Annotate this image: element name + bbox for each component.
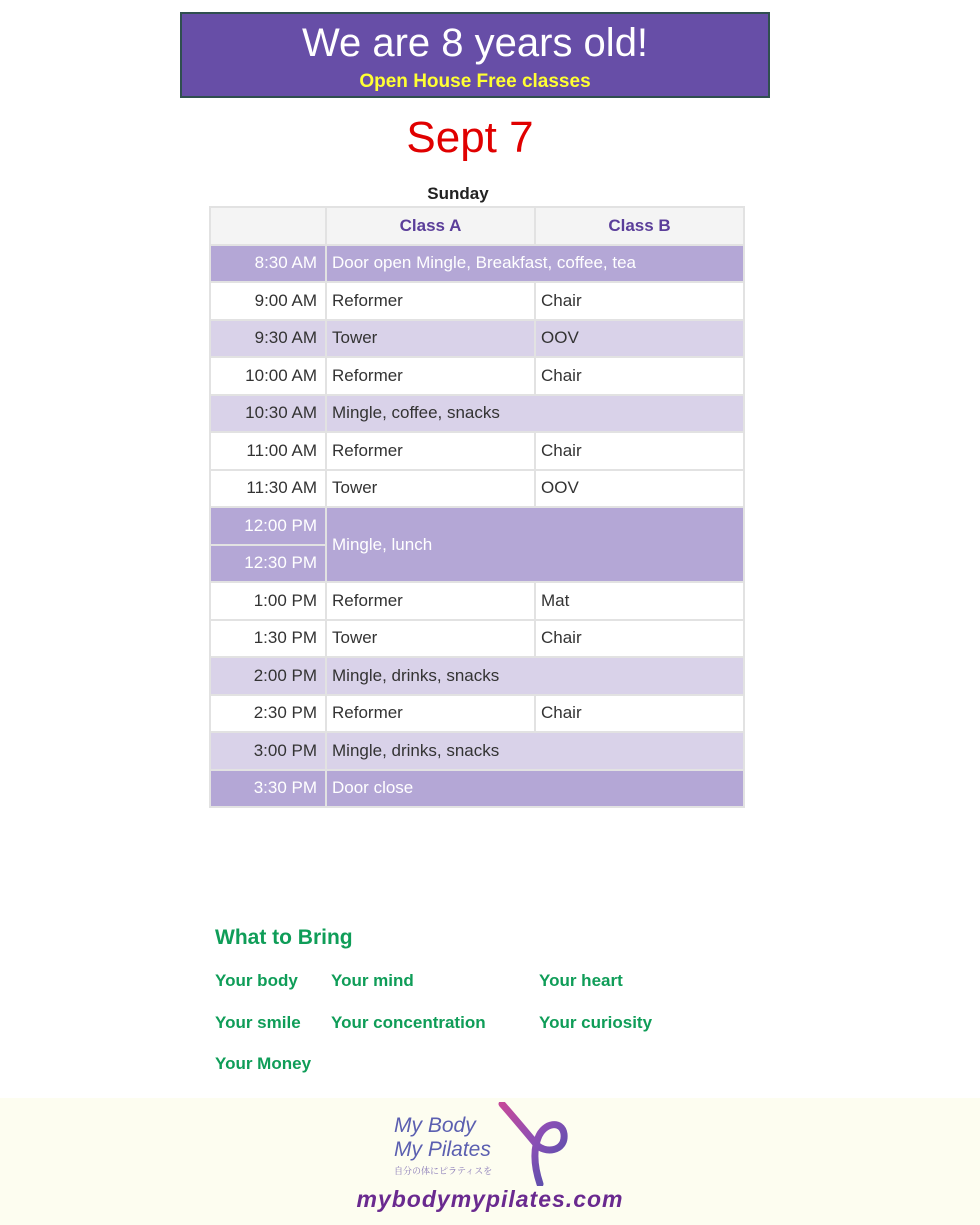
class-b-cell: OOV <box>535 470 744 508</box>
time-cell: 2:00 PM <box>210 657 326 695</box>
table-row <box>210 657 744 695</box>
time-cell: 12:00 PM <box>210 507 326 545</box>
class-b-cell: Chair <box>535 620 744 658</box>
bring-item: Your heart <box>539 971 623 990</box>
ribbon-logo-icon <box>496 1102 576 1186</box>
table-row <box>210 470 744 508</box>
time-cell: 1:30 PM <box>210 620 326 658</box>
banner-subtitle: Open House Free classes <box>359 71 591 92</box>
class-a-cell: Reformer <box>326 357 535 395</box>
activity-cell: Door open Mingle, Breakfast, coffee, tea <box>326 245 744 283</box>
announcement-banner <box>180 12 770 98</box>
header-time <box>210 207 326 245</box>
activity-cell: Mingle, drinks, snacks <box>326 657 744 695</box>
bring-item: Your concentration <box>331 1013 486 1032</box>
brand-logo <box>388 1102 578 1182</box>
table-row <box>210 357 744 395</box>
table-row <box>210 732 744 770</box>
class-b-cell: Chair <box>535 357 744 395</box>
class-b-cell: Chair <box>535 432 744 470</box>
logo-line-2: My Pilates <box>394 1138 491 1161</box>
website-link[interactable]: mybodymypilates.com <box>356 1186 624 1212</box>
activity-cell: Mingle, lunch <box>326 507 744 582</box>
logo-tagline: 自分の体にピラティスを <box>394 1166 493 1176</box>
schedule-table <box>209 206 745 808</box>
table-row <box>210 395 744 433</box>
time-cell: 11:00 AM <box>210 432 326 470</box>
time-cell: 12:30 PM <box>210 545 326 583</box>
class-a-cell: Tower <box>326 470 535 508</box>
activity-cell: Door close <box>326 770 744 808</box>
time-cell: 8:30 AM <box>210 245 326 283</box>
class-b-cell: Chair <box>535 695 744 733</box>
table-row <box>210 770 744 808</box>
time-cell: 1:00 PM <box>210 582 326 620</box>
bring-item: Your curiosity <box>539 1013 653 1032</box>
time-cell: 10:00 AM <box>210 357 326 395</box>
table-row <box>210 432 744 470</box>
event-day: Sunday <box>427 184 489 203</box>
class-b-cell: Chair <box>535 282 744 320</box>
time-cell: 9:00 AM <box>210 282 326 320</box>
class-a-cell: Tower <box>326 320 535 358</box>
time-cell: 9:30 AM <box>210 320 326 358</box>
bring-item: Your smile <box>215 1013 301 1032</box>
table-header-row <box>210 207 744 245</box>
activity-cell: Mingle, drinks, snacks <box>326 732 744 770</box>
class-a-cell: Tower <box>326 620 535 658</box>
time-cell: 2:30 PM <box>210 695 326 733</box>
class-b-cell: OOV <box>535 320 744 358</box>
bring-item: Your mind <box>331 971 414 990</box>
table-row <box>210 620 744 658</box>
header-class-b: Class B <box>535 207 744 245</box>
time-cell: 11:30 AM <box>210 470 326 508</box>
class-a-cell: Reformer <box>326 432 535 470</box>
activity-cell: Mingle, coffee, snacks <box>326 395 744 433</box>
bring-item: Your Money <box>215 1054 312 1073</box>
table-row <box>210 245 744 283</box>
class-a-cell: Reformer <box>326 582 535 620</box>
table-row <box>210 507 744 545</box>
table-row <box>210 282 744 320</box>
event-date: Sept 7 <box>406 113 534 162</box>
class-a-cell: Reformer <box>326 282 535 320</box>
time-cell: 10:30 AM <box>210 395 326 433</box>
table-row <box>210 320 744 358</box>
what-to-bring-heading: What to Bring <box>215 926 353 949</box>
bring-item: Your body <box>215 971 298 990</box>
logo-line-1: My Body <box>394 1114 476 1137</box>
class-b-cell: Mat <box>535 582 744 620</box>
header-class-a: Class A <box>326 207 535 245</box>
table-row <box>210 695 744 733</box>
class-a-cell: Reformer <box>326 695 535 733</box>
time-cell: 3:00 PM <box>210 732 326 770</box>
banner-title: We are 8 years old! <box>301 21 649 65</box>
table-row <box>210 582 744 620</box>
time-cell: 3:30 PM <box>210 770 326 808</box>
